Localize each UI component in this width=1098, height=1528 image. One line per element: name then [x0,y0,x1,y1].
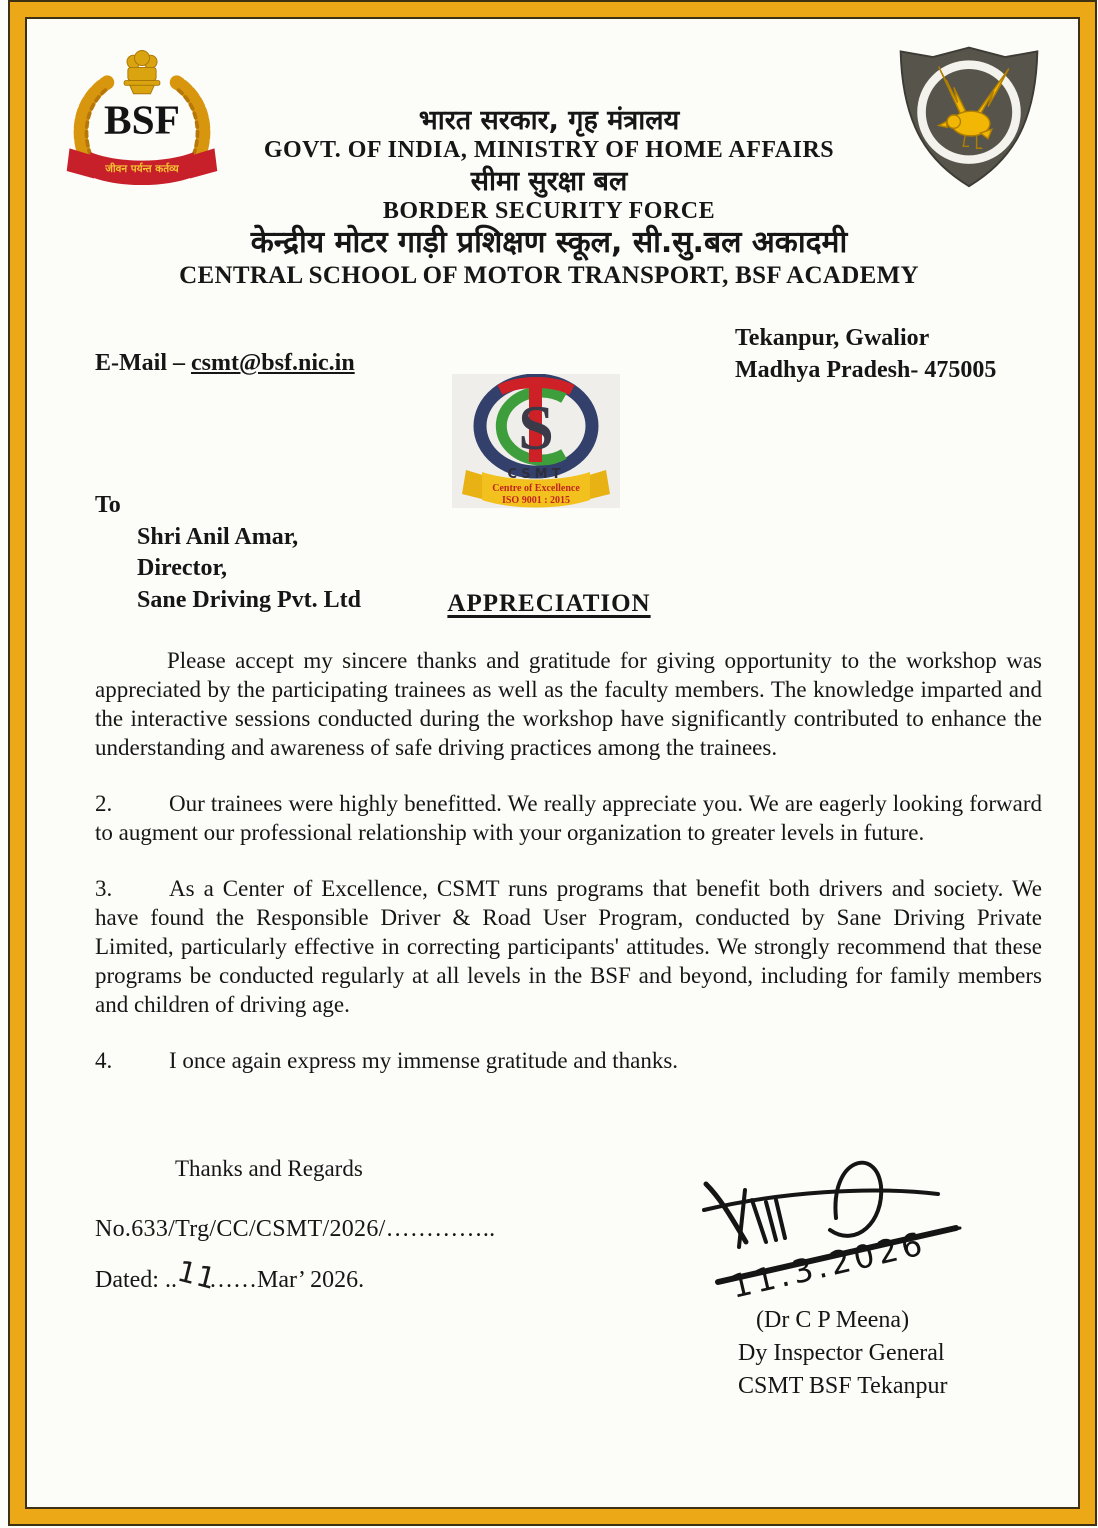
header-hindi-govt: भारत सरकार, गृह मंत्रालय [418,105,680,136]
signatory-unit: CSMT BSF Tekanpur [738,1372,948,1399]
address-line-2: Madhya Pradesh- 475005 [735,357,997,384]
dated-line: Dated: ..11……Mar’ 2026. [95,1253,365,1297]
csmt-s-letter: S [518,392,554,463]
paragraph-4-number: 4. [95,1048,113,1073]
letterhead [0,104,1098,292]
paragraph-1: Please accept my sincere thanks and gratitude for giving opportunity to the workshop was appreciated by the participating trainees as well as the faculty members. The knowledge imparted and the interactive sessions conducted during the workshop have significantly contributed to enhance the understanding and awareness of safe driving practices among the trainees. [95,648,1042,760]
csmt-banner [462,467,610,508]
email-address: csmt@bsf.nic.in [191,350,355,376]
handwritten-day: 11 [174,1253,221,1297]
recipient-title: Director, [137,555,227,582]
header-english-bsf: BORDER SECURITY FORCE [382,197,716,224]
bsf-motto-text: जीवन पर्यन्त कर्तव्य [105,162,179,175]
signatory-designation: Dy Inspector General [738,1339,945,1366]
recipient-name: Shri Anil Amar, [137,523,299,550]
signatory-block [738,1304,947,1403]
header-english-govt: GOVT. OF INDIA, MINISTRY OF HOME AFFAIRS [263,137,835,164]
header-hindi-school: केन्द्रीय मोटर गाड़ी प्रशिक्षण स्कूल, सी.सु.बल अकादमी [250,225,848,261]
csmt-banner-title: CSMT [507,467,565,482]
csmt-banner-subtitle: Centre of Excellence [492,483,580,494]
bsf-letters: BSF [104,96,180,143]
reference-number: No.633/Trg/CC/CSMT/2026/………….. [95,1216,496,1242]
header-hindi-bsf: सीमा सुरक्षा बल [470,165,628,197]
paragraph-3-number: 3. [95,876,113,901]
station-address [735,322,996,387]
paragraph-2: 2. Our trainees were highly benefitted. We really appreciate you. We are eagerly looking forward to augment our professional relationship with your organization to greater levels in future. [95,791,1042,845]
address-line-1: Tekanpur, Gwalior [735,325,930,351]
ashoka-emblem-icon [124,50,160,93]
closing-line: Thanks and Regards [175,1156,363,1181]
handwritten-date: 11.3.2026 [727,1224,930,1306]
csmt-banner-iso: ISO 9001 : 2015 [501,495,571,506]
csmt-logo [452,374,620,508]
paragraph-3: 3. As a Center of Excellence, CSMT runs programs that benefit both drivers and society. We have found the Responsible Driver & Road User Program, conducted by Sane Driving Private Limited, particularly effective in correcting participants' attitudes. We strongly recommend that these programs be conducted regularly at all levels in the BSF and beyond, including for family members and children of driving age. [95,876,1042,1017]
signatory-name: (Dr C P Meena) [756,1307,910,1333]
recipient-to: To [95,492,121,518]
signature-scribble [688,1140,1024,1316]
paragraph-4: 4. I once again express my immense gratitude and thanks. [95,1048,679,1073]
email-label: E-Mail – [95,350,191,376]
email-line [95,350,355,377]
subject-heading: APPRECIATION [447,590,651,617]
paragraph-2-number: 2. [95,791,113,816]
recipient-company: Sane Driving Pvt. Ltd [137,587,362,614]
header-english-school: CENTRAL SCHOOL OF MOTOR TRANSPORT, BSF ACADEMY [179,261,919,289]
letter-body [95,646,1042,1102]
